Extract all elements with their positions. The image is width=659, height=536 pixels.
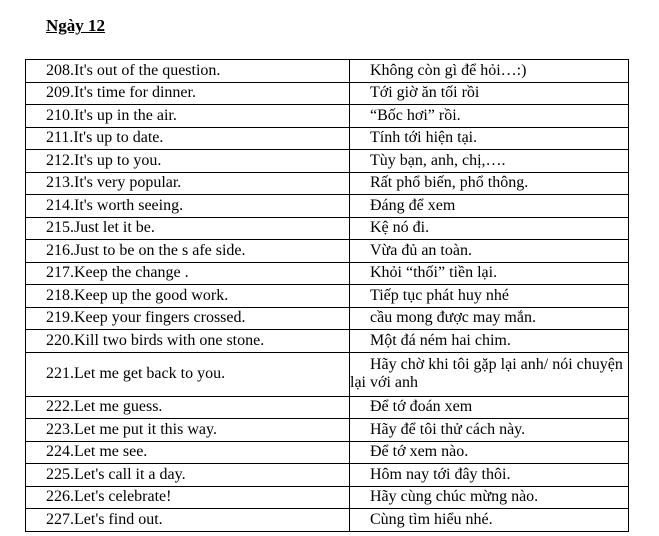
table-row xyxy=(26,441,629,464)
english-phrase: 226.Let's celebrate! xyxy=(26,486,350,509)
english-phrase: 220.Kill two birds with one stone. xyxy=(26,330,350,353)
english-phrase: 212.It's up to you. xyxy=(26,150,350,173)
vietnamese-meaning: Hãy cùng chúc mừng nào. xyxy=(350,486,629,509)
day-heading: Ngày 12 xyxy=(46,16,106,35)
table-row xyxy=(26,150,629,173)
table-row xyxy=(26,486,629,509)
vietnamese-meaning: Rất phổ biến, phổ thông. xyxy=(350,172,629,195)
table-row xyxy=(26,352,629,396)
vietnamese-meaning: Để tớ xem nào. xyxy=(350,441,629,464)
english-phrase: 209.It's time for dinner. xyxy=(26,82,350,105)
table-row xyxy=(26,509,629,532)
table-row xyxy=(26,60,629,83)
table-row xyxy=(26,217,629,240)
vietnamese-meaning: Tính tới hiện tại. xyxy=(350,127,629,150)
table-row xyxy=(26,307,629,330)
table-row xyxy=(26,195,629,218)
vietnamese-meaning: Hãy để tôi thử cách này. xyxy=(350,419,629,442)
english-phrase: 210.It's up in the air. xyxy=(26,105,350,128)
english-phrase: 211.It's up to date. xyxy=(26,127,350,150)
english-phrase: 208.It's out of the question. xyxy=(26,60,350,83)
table-row xyxy=(26,240,629,263)
vietnamese-meaning: Tới giờ ăn tối rồi xyxy=(350,82,629,105)
english-phrase: 213.It's very popular. xyxy=(26,172,350,195)
english-phrase: 214.It's worth seeing. xyxy=(26,195,350,218)
vietnamese-meaning: Vừa đủ an toàn. xyxy=(350,240,629,263)
table-row xyxy=(26,285,629,308)
english-phrase: 222.Let me guess. xyxy=(26,396,350,419)
english-phrase: 218.Keep up the good work. xyxy=(26,285,350,308)
english-phrase: 219.Keep your fingers crossed. xyxy=(26,307,350,330)
vietnamese-meaning: Để tớ đoán xem xyxy=(350,396,629,419)
vietnamese-meaning: Đáng để xem xyxy=(350,195,629,218)
vietnamese-meaning: “Bốc hơi” rồi. xyxy=(350,105,629,128)
english-phrase: 215.Just let it be. xyxy=(26,217,350,240)
english-phrase: 216.Just to be on the s afe side. xyxy=(26,240,350,263)
vietnamese-meaning: Hôm nay tới đây thôi. xyxy=(350,464,629,487)
vietnamese-meaning: Không còn gì để hỏi…:) xyxy=(350,60,629,83)
vietnamese-meaning: Hãy chờ khi tôi gặp lại anh/ nói chuyện lại với anh xyxy=(350,352,629,396)
table-row xyxy=(26,172,629,195)
table-row xyxy=(26,330,629,353)
english-phrase: 217.Keep the change . xyxy=(26,262,350,285)
english-phrase: 224.Let me see. xyxy=(26,441,350,464)
vietnamese-meaning: Một đá ném hai chim. xyxy=(350,330,629,353)
english-phrase: 223.Let me put it this way. xyxy=(26,419,350,442)
vietnamese-meaning: cầu mong được may mắn. xyxy=(350,307,629,330)
table-row xyxy=(26,262,629,285)
english-phrase: 221.Let me get back to you. xyxy=(26,352,350,396)
table-row xyxy=(26,396,629,419)
english-phrase: 227.Let's find out. xyxy=(26,509,350,532)
vietnamese-meaning: Khỏi “thối” tiền lại. xyxy=(350,262,629,285)
vietnamese-meaning: Tùy bạn, anh, chị,…. xyxy=(350,150,629,173)
vietnamese-meaning: Cùng tìm hiểu nhé. xyxy=(350,509,629,532)
table-row xyxy=(26,127,629,150)
phrase-table xyxy=(25,59,629,532)
english-phrase: 225.Let's call it a day. xyxy=(26,464,350,487)
table-row xyxy=(26,419,629,442)
table-row xyxy=(26,464,629,487)
table-row xyxy=(26,82,629,105)
vietnamese-meaning: Kệ nó đi. xyxy=(350,217,629,240)
vietnamese-meaning: Tiếp tục phát huy nhé xyxy=(350,285,629,308)
table-row xyxy=(26,105,629,128)
